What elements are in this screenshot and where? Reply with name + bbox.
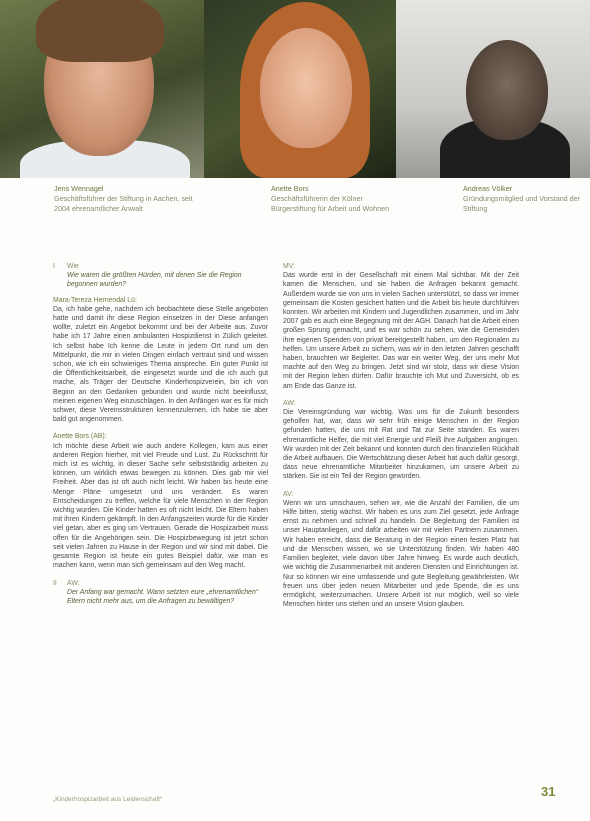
speaker-label: MV:	[283, 263, 295, 270]
question-text: Der Anfang war gemacht. Wann setzten eure „ehrenamtlichen“ Eltern nicht mehr aus, um die Anfragen zu bewältigen?	[67, 588, 259, 605]
answer-paragraph: Wenn wir uns umschauen, sehen wir, wie die Anzahl der Familien, die um Hilfe bitten, stetig wächst. Wir haben es uns zum Ziel gesetzt, jede Anfrage ernst zu nehmen und schnell zu handeln. Die Begleitung der Familien ist unser Hauptanliegen, und dafür arbeiten wir mit vielen Partnern zusammen. Wir haben erreicht, dass die Beratung in der Region einen festen Platz hat und die Menschen wissen, wo sie Unterstützung finden. Wir haben 480 Familien begleitet, viele davon über Jahre hinweg. Es wurde auch deutlich, wie wichtig die Zusammenarbeit mit anderen Diensten und Einrichtungen ist. Nur so können wir eine umfassende und gute Begleitung gewährleisten. Wir freuen uns über jeden neuen Mitarbeiter und jede Spende, die es uns ermöglicht, weiterzumachen. Unsere Arbeit ist nur möglich, weil so viele Menschen hinter uns stehen und an unsere Vision glauben.	[283, 499, 519, 609]
speaker-label: Anette Bors (AB):	[53, 433, 107, 441]
question-text: Wie waren die größten Hürden, mit denen Sie die Region begonnen wurden?	[67, 272, 242, 289]
left-column	[53, 262, 268, 612]
speaker-label: AW:	[283, 399, 296, 407]
page-number: 31	[541, 784, 556, 799]
photo-caption-1	[54, 184, 204, 214]
speaker-label: Mara-Tereza Hernendal Lü:	[53, 296, 137, 304]
portrait-photo-2	[204, 0, 396, 178]
question-marker: I	[53, 263, 55, 270]
question-label: Wie	[67, 263, 79, 270]
portrait-photo-1	[0, 0, 204, 178]
caption-role: Geschäftsführerin der Kölner Bürgerstiftung für Arbeit und Wohnen	[271, 194, 390, 213]
photo-caption-3	[463, 184, 585, 214]
portrait-photo-3	[396, 0, 590, 178]
interview-question-1	[53, 262, 268, 290]
portrait-strip	[0, 0, 590, 178]
photo-caption-2	[271, 184, 401, 214]
question-label: AW:	[67, 579, 80, 587]
caption-role: Geschäftsführer der Stiftung in Aachen, seit 2004 ehrenamtlicher Anwalt	[54, 194, 193, 213]
interview-question-2	[53, 579, 268, 607]
caption-role: Gründungsmitglied und Vorstand der Stiftung	[463, 194, 581, 213]
question-marker: II	[53, 579, 57, 587]
caption-name: Jens Wennagel	[54, 184, 104, 193]
caption-name: Anette Bors	[271, 184, 309, 193]
answer-paragraph: Das wurde erst in der Gesellschaft mit einem Mal sichtbar. Mit der Zeit kamen die Menschen, und sie haben die Anfragen bekannt gemacht. Außerdem wurde sie von uns in vielen Sachen unterstützt, so dass wir immer gemeinsam die Kosten gesichert hatten und die Arbeit bis heute durchführen konnten. Wir arbeiten mit Kindern und Jugendlichen zusammen, und im Jahr 2007 gab es auch eine Begegnung mit der AGH. Danach hat die Arbeit einen großen Sprung gemacht, und es war schön zu sehen, wie die Gemeinden ihre eigenen Spenden von privat bereitgestellt haben, um den Regionalen zu helfen. Um unsere Arbeit zu sichern, was wir in den letzten Jahren geschafft haben, brauchten wir Begleiter. Das war ein weiter Weg, der uns mehr Mut machte auf den Weg zu bringen. Jetzt sind wir stolz, dass wir diese Vision mit der Region leben dürfen. Dafür brauchte ich Mut und Zuversicht, ob es am Ende das Ganze ist.	[283, 272, 519, 390]
page-footer: „Kinderhospizarbeit aus Leidenschaft“	[53, 796, 163, 803]
caption-name: Andreas Völker	[463, 184, 513, 193]
right-column	[283, 262, 519, 617]
answer-paragraph: Ich möchte diese Arbeit wie auch andere Kollegen, kam aus einer anderen Region hierher, mit viel Freude und Lust. Zu Rückschritt für mich ist es wichtig, in dieser Sache sehr selbstständig arbeiten zu können, um wirklich etwas bewegen zu können. Dies gab mir viel Freiheit. Aber das ist oft auch nicht leicht. Wir haben bis heute eine Menge Pläne umgesetzt und uns verändert. Es waren Entscheidungen zu treffen, welche für viele Menschen in der Region wichtig wurden. Die Kinder hatten es oft nicht leicht. Die Eltern haben mit ihren Kindern gekämpft. In den Anfangszeiten wurde für die Kinder viel getan, aber es ging um Vertrauen. Gerade die Hospizarbeit muss offen für die Angehörigen sein. Die Hospizbewegung ist jetzt schon seit vielen Jahren zu Hause in der Region und wir sind mit dabei. Die gesamte Region ist heute ein gutes Beispiel dafür, wie man es machen kann, wenn man sich gemeinsam auf den Weg macht.	[53, 442, 268, 570]
speaker-label: AV:	[283, 490, 294, 498]
answer-paragraph: Da, ich habe gehe, nachdem ich beobachtete diese Stelle angeboten hatte und damit ihr diese Region einsetzen in der Diese anfangen wollte, zuletzt ein Angebot bekommt und bei der Arbeite aus. Zuvor habe ich 17 Jahre einen ambulanten Hospizdienst in Zülich geleitet. Ich selbst habe Ich kenne die Leute in jedem Ort rund um den Mittelpunkt, die mir in vielen Dingen einfach vertraut sind und wissen schon, wie ich ein schwieriges Thema anspreche. Ein guter Punkt ist die Öffentlichkeitsarbeit, die eingesetzt wurde und die ich auch gut mache, als Träger der Deutsche Kinderhospizverein, bin ich von Beginn an den Gedanken gebunden und wurde nicht beeinflusst, meinen eigenen Weg einzuschlagen. In den Anfängen war es für mich schwer, diese Vereinsstrukturen kennenzulernen, ich habe sie aber bald gut angenommen.	[53, 305, 268, 424]
answer-paragraph: Die Vereinsgründung war wichtig. Was uns für die Zukunft besonders geholfen hat, war, dass wir sehr früh einige Menschen in der Region gefunden hatten, die uns mit Rat und Tat zur Seite standen. Es waren ehrenamtliche Helfer, die mit viel Energie und Fleiß ihre Aufgaben angingen. Wir wurden mit der Zeit bekannt und konnten durch den finanziellen Rückhalt die Arbeit aufbauen. Die Wertschätzung dieser Arbeit hat auch dafür gesorgt, dass neue ehrenamtliche Mitarbeiter hinzukamen, um unsere Arbeit zu stärken. Sie ist ein Teil der Region geworden.	[283, 409, 519, 481]
